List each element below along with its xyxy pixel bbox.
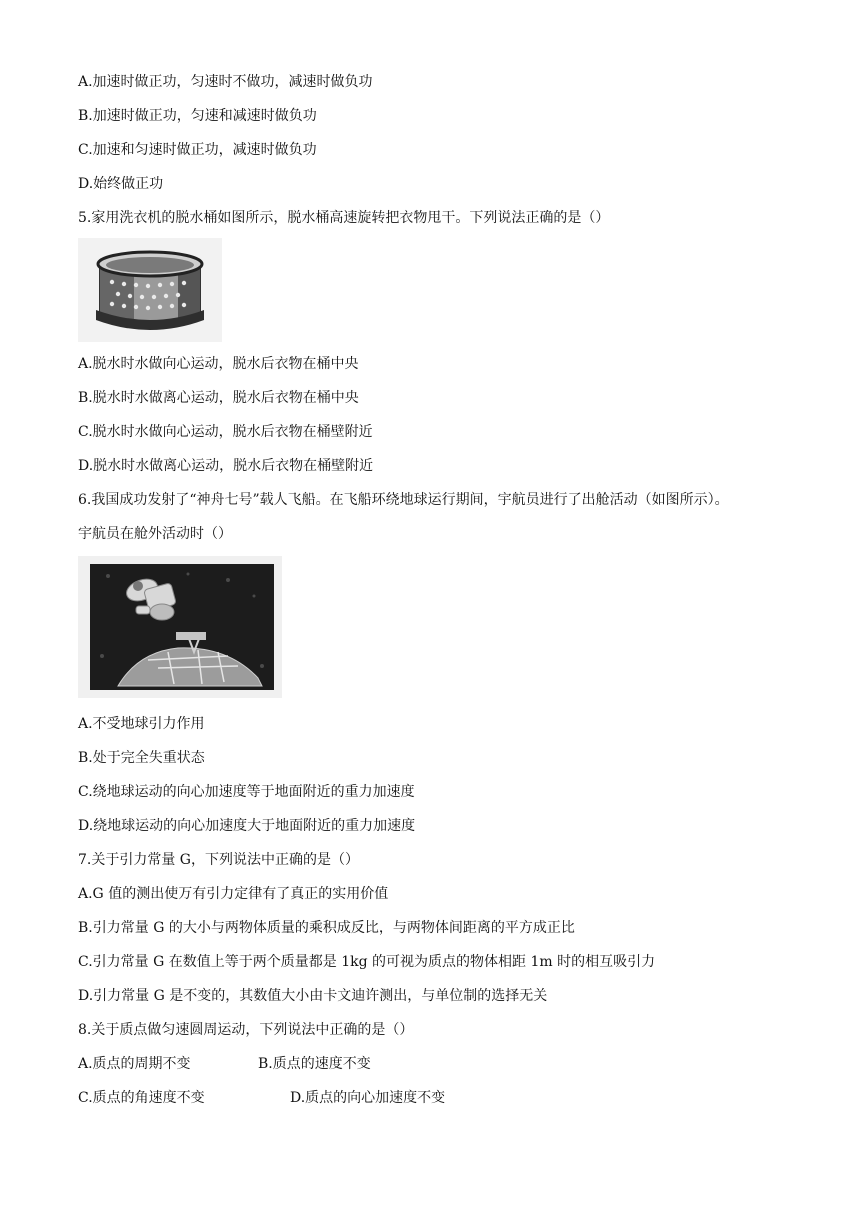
q7-stem: 7.关于引力常量 G，下列说法中正确的是（） <box>78 852 359 868</box>
q7-option-b: B.引力常量 G 的大小与两物体质量的乘积成反比，与两物体间距离的平方成正比 <box>78 920 575 936</box>
q5-option-a: A.脱水时水做向心运动，脱水后衣物在桶中央 <box>78 356 359 372</box>
q7-option-d: D.引力常量 G 是不变的，其数值大小由卡文迪许测出，与单位制的选择无关 <box>78 988 548 1004</box>
q5-option-d: D.脱水时水做离心运动，脱水后衣物在桶壁附近 <box>78 458 374 474</box>
q6-stem-line-1: 6.我国成功发射了“神舟七号”载人飞船。在飞船环绕地球运行期间，宇航员进行了出舱活动（如图所示）。 <box>78 492 729 508</box>
q5-option-c: C.脱水时水做向心运动，脱水后衣物在桶壁附近 <box>78 424 373 440</box>
q4-option-b: B.加速时做正功，匀速和减速时做负功 <box>78 108 317 124</box>
q6-option-d: D.绕地球运动的向心加速度大于地面附近的重力加速度 <box>78 818 416 834</box>
q4-option-d: D.始终做正功 <box>78 176 164 192</box>
q8-option-d: D.质点的向心加速度不变 <box>290 1090 446 1106</box>
q5-option-b: B.脱水时水做离心运动，脱水后衣物在桶中央 <box>78 390 359 406</box>
q6-option-c: C.绕地球运动的向心加速度等于地面附近的重力加速度 <box>78 784 415 800</box>
q6-option-a: A.不受地球引力作用 <box>78 716 205 732</box>
q7-option-c: C.引力常量 G 在数值上等于两个质量都是 1kg 的可视为质点的物体相距 1m 时的相互吸引力 <box>78 954 656 970</box>
spin-drum-figure <box>78 238 222 342</box>
q8-stem: 8.关于质点做匀速圆周运动，下列说法中正确的是（） <box>78 1022 414 1038</box>
q4-option-a: A.加速时做正功，匀速时不做功，减速时做负功 <box>78 74 373 90</box>
q8-option-c: C.质点的角速度不变 <box>78 1090 205 1106</box>
q7-option-a: A.G 值的测出使万有引力定律有了真正的实用价值 <box>78 886 389 902</box>
q6-option-b: B.处于完全失重状态 <box>78 750 205 766</box>
spacewalk-figure <box>78 556 282 698</box>
q8-option-b: B.质点的速度不变 <box>258 1056 371 1072</box>
q5-stem: 5.家用洗衣机的脱水桶如图所示，脱水桶高速旋转把衣物甩干。下列说法正确的是（） <box>78 210 610 226</box>
q4-option-c: C.加速和匀速时做正功，减速时做负功 <box>78 142 317 158</box>
q8-option-a: A.质点的周期不变 <box>78 1056 191 1072</box>
q6-stem-line-2: 宇航员在舱外活动时（） <box>78 526 232 542</box>
